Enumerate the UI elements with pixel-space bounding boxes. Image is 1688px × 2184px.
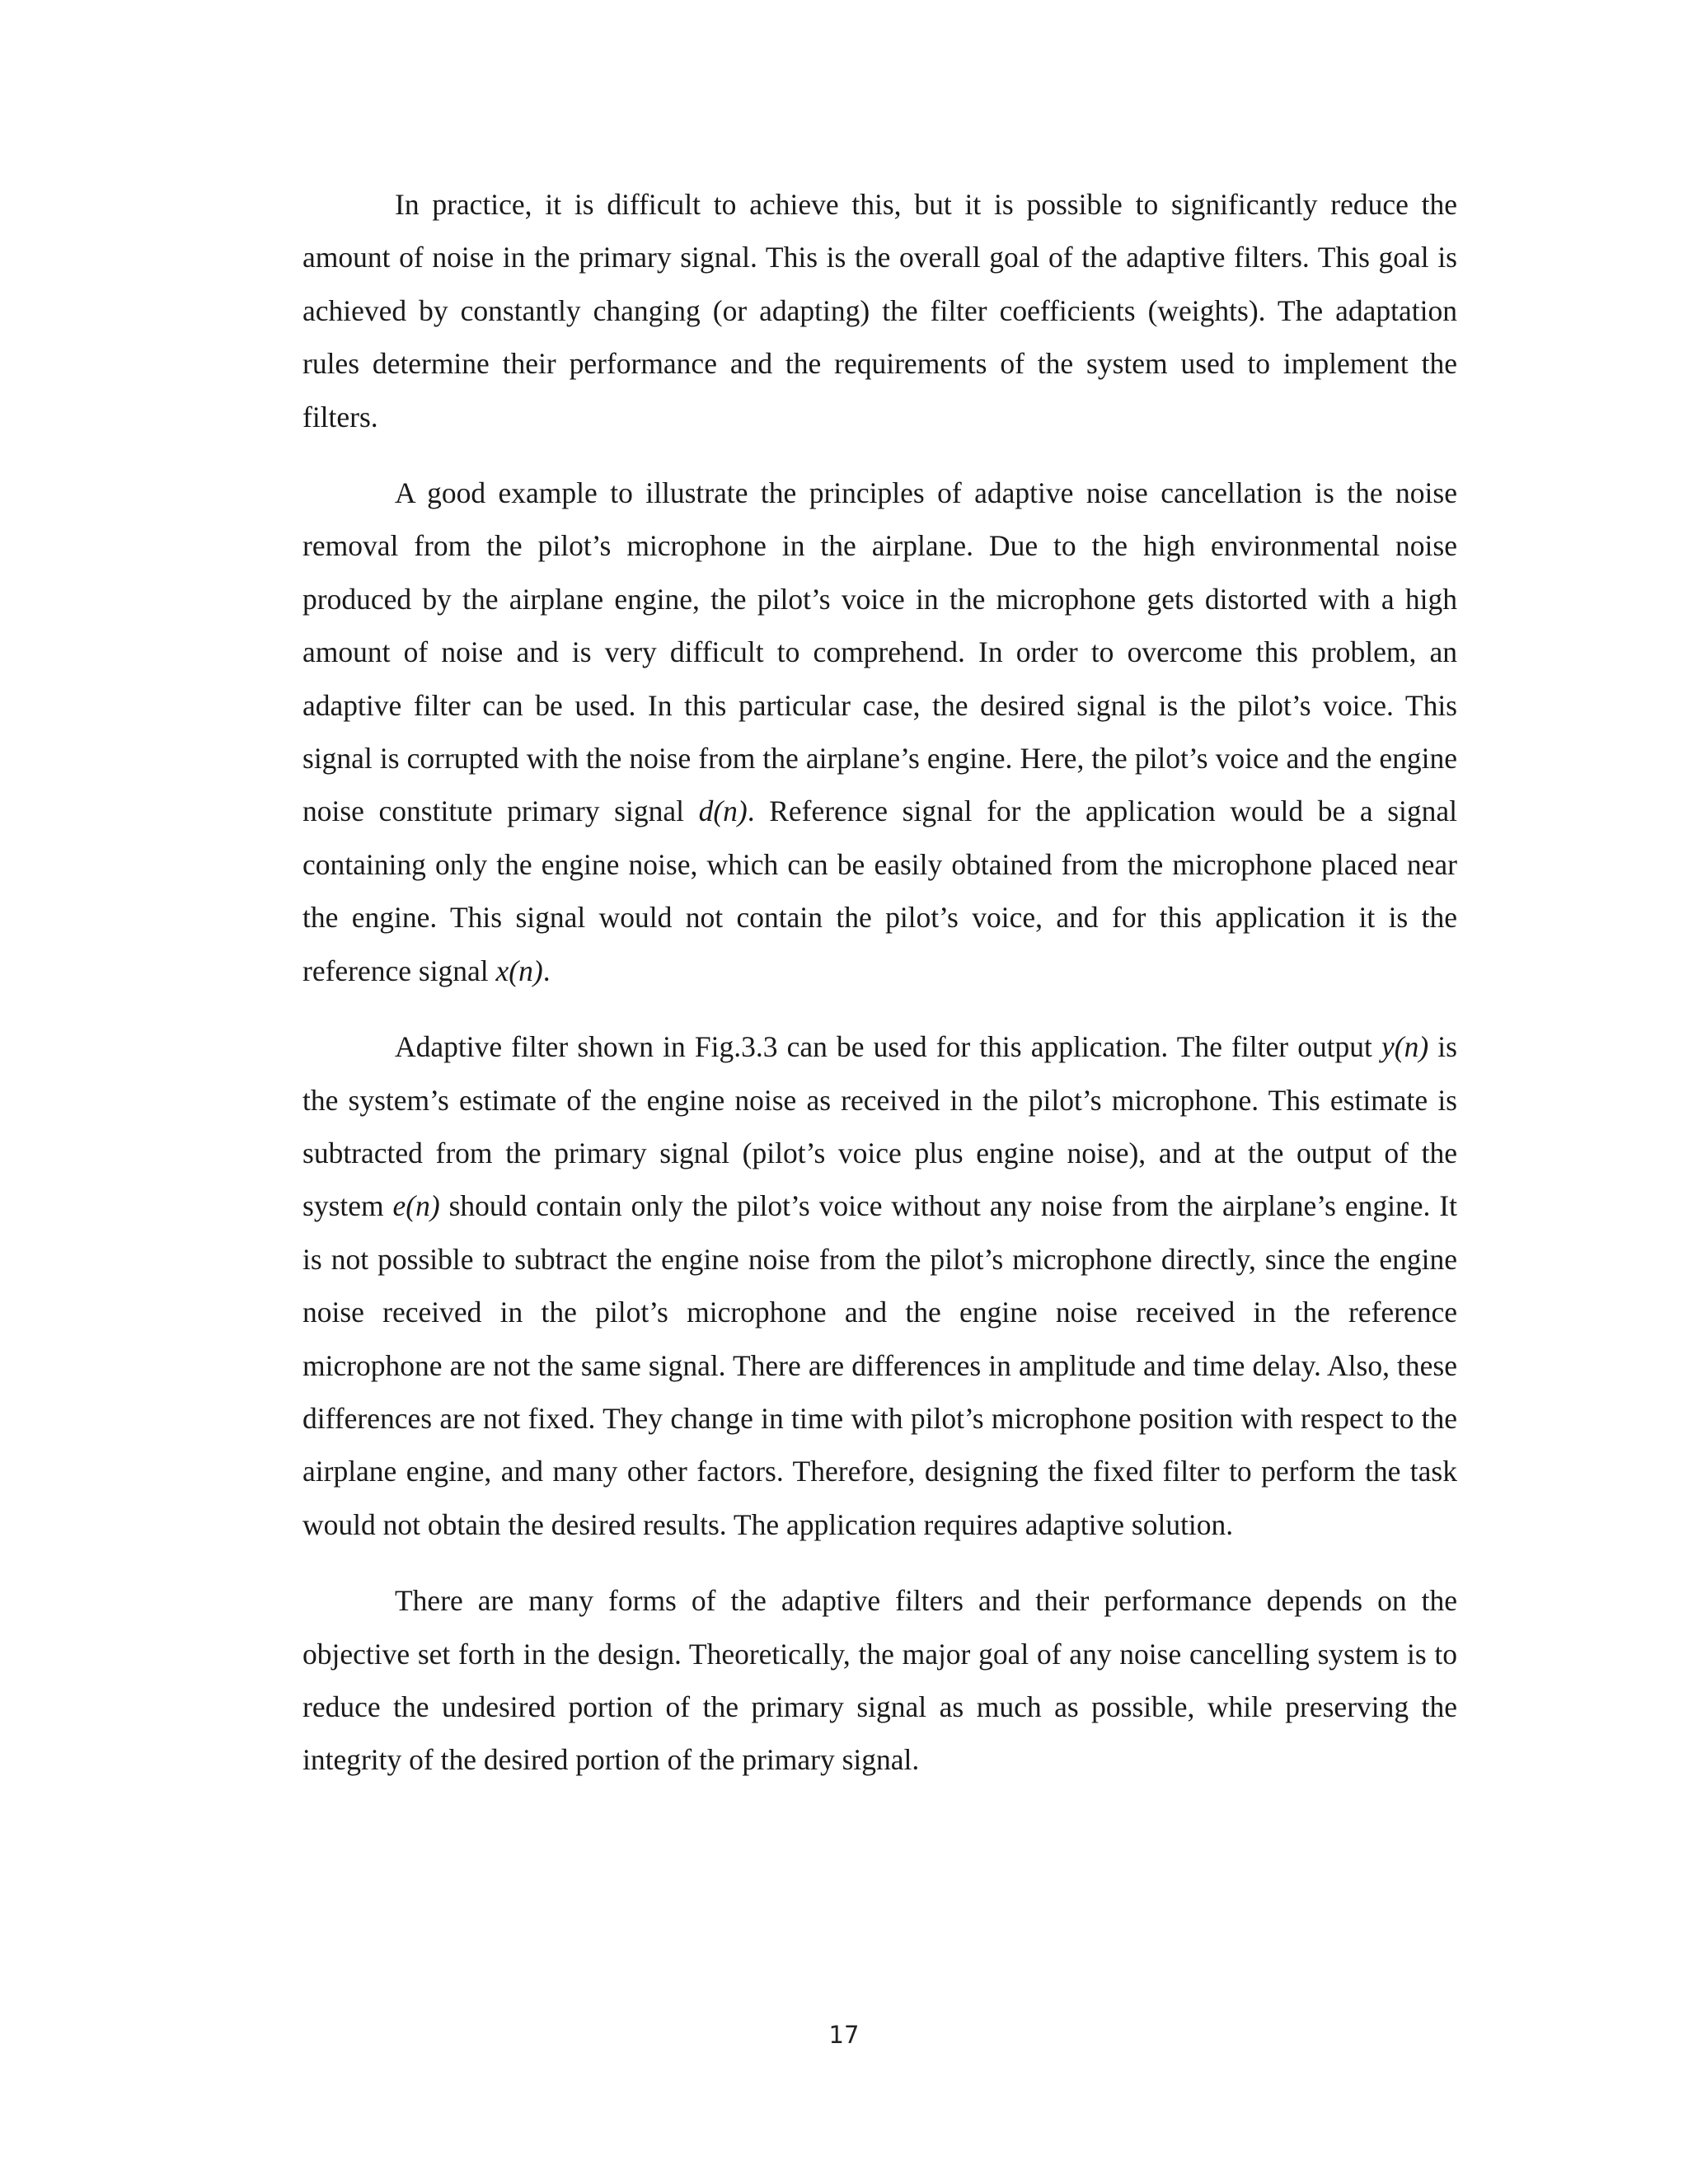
paragraph-4-text: There are many forms of the adaptive filters and their performance depends on the objective set forth in the design. Theoretically, the major goal of any noise cancelling system is to reduce the undesired portion of the primary signal as much as possible, while preserving the integrity of the desired portion of the primary signal. [302, 1584, 1457, 1777]
paragraph-2-text: . [542, 954, 551, 987]
paragraph-4 [302, 1574, 1457, 1787]
paragraph-2-text: . Reference signal for the application would be a signal containing only the engine noise, which can be easily obtained from the microphone placed near the engine. This signal would not contain the pilot’s voice, and for this application it is the reference signal [302, 794, 1457, 987]
paragraph-3-text: Adaptive filter shown in Fig.3.3 can be used for this application. The filter output [395, 1030, 1382, 1064]
paragraph-2 [302, 466, 1457, 997]
page-number: 17 [828, 2021, 860, 2049]
paragraph-3 [302, 1020, 1457, 1551]
paragraph-3-text: should contain only the pilot’s voice without any noise from the airplane’s engine. It is not possible to subtract the engine noise from the pilot’s microphone directly, since the engine noise received in the pilot’s microphone and the engine noise received in the reference microphone are not the same signal. There are differences in amplitude and time delay. Also, these differences are not fixed. They change in time with pilot’s microphone position with respect to the airplane engine, and many other factors. Therefore, designing the fixed filter to perform the task would not obtain the desired results. The application requires adaptive solution. [302, 1189, 1457, 1541]
paragraph-3-text: is the system’s estimate of the engine noise as received in the pilot’s microphone. This estimate is subtracted from the primary signal (pilot’s voice plus engine noise), and at the output of the system [302, 1030, 1457, 1223]
paragraph-1 [302, 178, 1457, 443]
body-text [302, 178, 1457, 1810]
symbol-d-n: d(n) [698, 794, 748, 828]
symbol-e-n: e(n) [392, 1189, 440, 1223]
paragraph-1-text: In practice, it is difficult to achieve this, but it is possible to significantly reduce the amount of noise in the primary signal. This is the overall goal of the adaptive filters. This goal is achieved by constantly changing (or adapting) the filter coefficients (weights). The adaptation rules determine their performance and the requirements of the system used to implement the filters. [302, 188, 1457, 434]
paragraph-2-text: A good example to illustrate the principles of adaptive noise cancellation is the noise removal from the pilot’s microphone in the airplane. Due to the high environmental noise produced by the airplane engine, the pilot’s voice in the microphone gets distorted with a high amount of noise and is very difficult to comprehend. In order to overcome this problem, an adaptive filter can be used. In this particular case, the desired signal is the pilot’s voice. This signal is corrupted with the noise from the airplane’s engine. Here, the pilot’s voice and the engine noise constitute primary signal [302, 476, 1457, 828]
symbol-y-n: y(n) [1381, 1030, 1429, 1064]
symbol-x-n: x(n) [495, 954, 543, 987]
